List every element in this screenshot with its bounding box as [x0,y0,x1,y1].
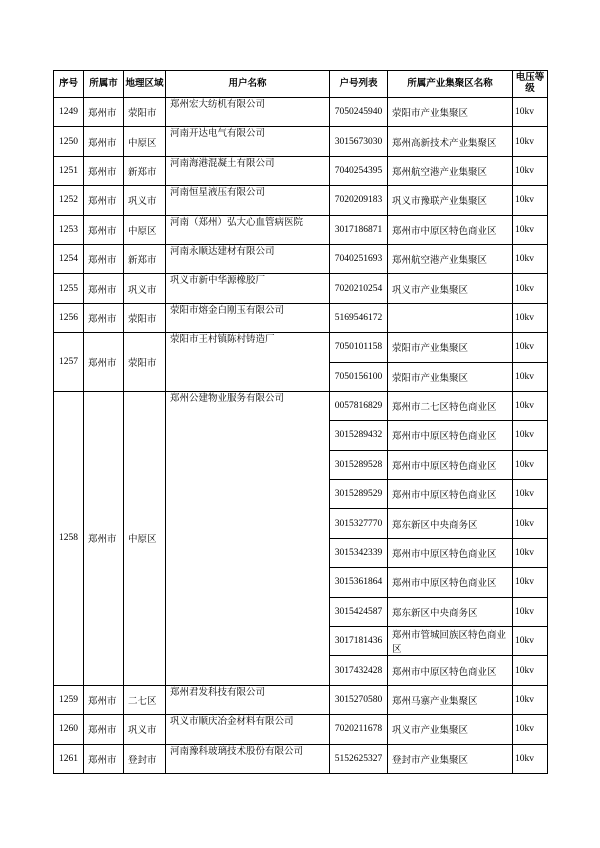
voltage-cell: 10kv [513,685,548,714]
table-row [54,244,548,273]
cluster-cell: 巩义市产业集聚区 [388,274,513,303]
voltage-cell: 10kv [513,186,548,215]
seq-cell: 1259 [54,685,84,714]
account-cell: 0057816829 [330,391,388,420]
cluster-cell: 郑州市二七区特色商业区 [388,391,513,420]
cluster-cell: 登封市产业集聚区 [388,744,513,773]
region-cell: 登封市 [124,744,166,773]
city-cell: 郑州市 [84,744,124,773]
header-cluster: 所属产业集聚区名称 [388,71,513,98]
cluster-cell: 郑州高新技术产业集聚区 [388,127,513,156]
seq-cell: 1249 [54,98,84,127]
city-cell: 郑州市 [84,391,124,685]
cluster-cell: 郑州马寨产业集聚区 [388,685,513,714]
city-cell: 郑州市 [84,186,124,215]
user-cluster-table [53,70,548,774]
table-body [54,98,548,774]
account-cell: 3015327770 [330,509,388,538]
account-cell: 7050156100 [330,362,388,391]
voltage-cell: 10kv [513,127,548,156]
table-row [54,127,548,156]
account-cell: 3017432428 [330,656,388,685]
voltage-cell: 10kv [513,156,548,185]
region-cell: 二七区 [124,685,166,714]
region-cell: 中原区 [124,215,166,244]
account-cell: 3015289528 [330,450,388,479]
voltage-cell: 10kv [513,715,548,744]
city-cell: 郑州市 [84,98,124,127]
cluster-cell: 荥阳市产业集聚区 [388,362,513,391]
account-cell: 3015289432 [330,421,388,450]
cluster-cell: 郑州航空港产业集聚区 [388,156,513,185]
table-row [54,98,548,127]
table-row [54,215,548,244]
region-cell: 新郑市 [124,244,166,273]
account-cell: 3015424587 [330,597,388,626]
voltage-cell: 10kv [513,244,548,273]
region-cell: 巩义市 [124,186,166,215]
user-name-cell: 河南开达电气有限公司 [166,127,330,156]
voltage-cell: 10kv [513,333,548,362]
city-cell: 郑州市 [84,303,124,332]
table-row [54,156,548,185]
city-cell: 郑州市 [84,274,124,303]
account-cell: 3017186871 [330,215,388,244]
header-seq: 序号 [54,71,84,98]
account-cell: 3015361864 [330,568,388,597]
header-region: 地理区域 [124,71,166,98]
voltage-cell: 10kv [513,421,548,450]
cluster-cell: 郑州市中原区特色商业区 [388,568,513,597]
user-name-cell: 河南永顺达建材有限公司 [166,244,330,273]
region-cell: 新郑市 [124,156,166,185]
region-cell: 巩义市 [124,274,166,303]
account-cell: 7050245940 [330,98,388,127]
seq-cell: 1254 [54,244,84,273]
voltage-cell: 10kv [513,509,548,538]
seq-cell: 1251 [54,156,84,185]
user-name-cell: 荥阳市熔金白刚玉有限公司 [166,303,330,332]
city-cell: 郑州市 [84,156,124,185]
city-cell: 郑州市 [84,333,124,392]
region-cell: 荥阳市 [124,303,166,332]
city-cell: 郑州市 [84,215,124,244]
voltage-cell: 10kv [513,480,548,509]
seq-cell: 1258 [54,391,84,685]
cluster-cell: 郑东新区中央商务区 [388,509,513,538]
table-row [54,744,548,773]
account-cell: 3017181436 [330,627,388,656]
cluster-cell: 郑东新区中央商务区 [388,597,513,626]
seq-cell: 1261 [54,744,84,773]
voltage-cell: 10kv [513,627,548,656]
table-header-row [54,71,548,98]
header-city: 所属市 [84,71,124,98]
cluster-cell: 郑州市中原区特色商业区 [388,538,513,567]
table-row [54,333,548,362]
city-cell: 郑州市 [84,244,124,273]
account-cell: 7040251693 [330,244,388,273]
cluster-cell: 巩义市产业集聚区 [388,715,513,744]
voltage-cell: 10kv [513,274,548,303]
user-name-cell: 河南（郑州）弘大心血管病医院 [166,215,330,244]
table-row [54,274,548,303]
header-account: 户号列表 [330,71,388,98]
seq-cell: 1257 [54,333,84,392]
table-row [54,303,548,332]
region-cell: 中原区 [124,391,166,685]
voltage-cell: 10kv [513,303,548,332]
region-cell: 巩义市 [124,715,166,744]
seq-cell: 1256 [54,303,84,332]
seq-cell: 1255 [54,274,84,303]
voltage-cell: 10kv [513,597,548,626]
account-cell: 5152625327 [330,744,388,773]
user-name-cell: 郑州公建物业服务有限公司 [166,391,330,685]
voltage-cell: 10kv [513,538,548,567]
cluster-cell: 郑州市中原区特色商业区 [388,656,513,685]
cluster-cell: 郑州市管城回族区特色商业区 [388,627,513,656]
user-name-cell: 河南海港混凝土有限公司 [166,156,330,185]
account-cell: 3015289529 [330,480,388,509]
region-cell: 荥阳市 [124,98,166,127]
account-cell: 5169546172 [330,303,388,332]
user-name-cell: 河南豫科玻璃技术股份有限公司 [166,744,330,773]
cluster-cell: 荥阳市产业集聚区 [388,98,513,127]
region-cell: 荥阳市 [124,333,166,392]
region-cell: 中原区 [124,127,166,156]
seq-cell: 1252 [54,186,84,215]
user-name-cell: 荥阳市王村镇陈村铸造厂 [166,333,330,392]
cluster-cell: 荥阳市产业集聚区 [388,333,513,362]
seq-cell: 1253 [54,215,84,244]
table-row [54,715,548,744]
account-cell: 3015673030 [330,127,388,156]
account-cell: 7020210254 [330,274,388,303]
cluster-cell: 巩义市豫联产业集聚区 [388,186,513,215]
cluster-cell: 郑州市中原区特色商业区 [388,421,513,450]
cluster-cell [388,303,513,332]
account-cell: 3015342339 [330,538,388,567]
account-cell: 7020211678 [330,715,388,744]
account-cell: 7020209183 [330,186,388,215]
voltage-cell: 10kv [513,656,548,685]
voltage-cell: 10kv [513,450,548,479]
voltage-cell: 10kv [513,568,548,597]
user-name-cell: 郑州君发科技有限公司 [166,685,330,714]
account-cell: 3015270580 [330,685,388,714]
table-row [54,685,548,714]
voltage-cell: 10kv [513,744,548,773]
seq-cell: 1260 [54,715,84,744]
cluster-cell: 郑州市中原区特色商业区 [388,215,513,244]
user-name-cell: 郑州宏大纺机有限公司 [166,98,330,127]
cluster-cell: 郑州市中原区特色商业区 [388,480,513,509]
user-name-cell: 巩义市顺庆冶金材料有限公司 [166,715,330,744]
table-row [54,391,548,420]
account-cell: 7050101158 [330,333,388,362]
cluster-cell: 郑州航空港产业集聚区 [388,244,513,273]
city-cell: 郑州市 [84,715,124,744]
voltage-cell: 10kv [513,98,548,127]
voltage-cell: 10kv [513,391,548,420]
header-user: 用户名称 [166,71,330,98]
user-name-cell: 河南恒星液压有限公司 [166,186,330,215]
account-cell: 7040254395 [330,156,388,185]
city-cell: 郑州市 [84,685,124,714]
voltage-cell: 10kv [513,215,548,244]
table-row [54,186,548,215]
city-cell: 郑州市 [84,127,124,156]
cluster-cell: 郑州市中原区特色商业区 [388,450,513,479]
voltage-cell: 10kv [513,362,548,391]
user-name-cell: 巩义市新中华源橡胶厂 [166,274,330,303]
header-voltage: 电压等级 [513,71,548,98]
seq-cell: 1250 [54,127,84,156]
